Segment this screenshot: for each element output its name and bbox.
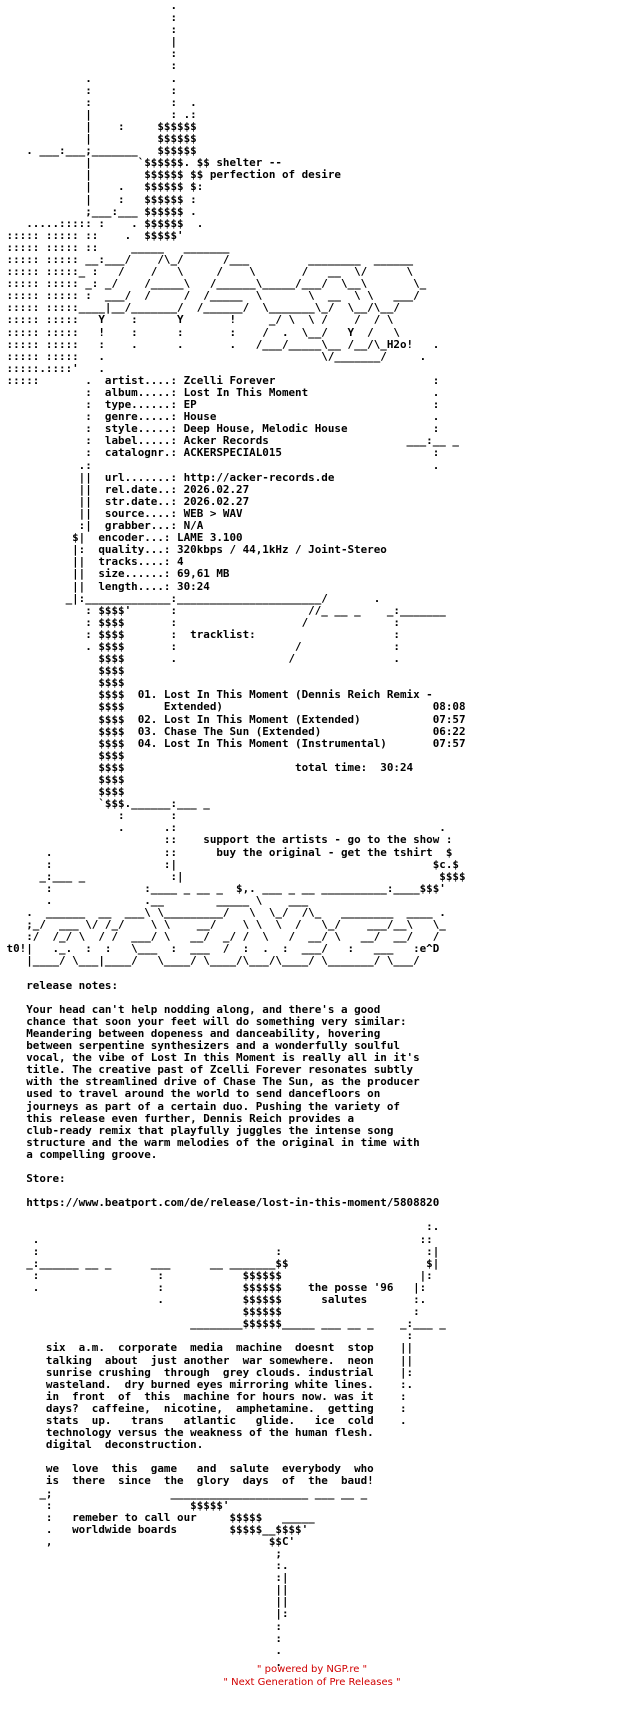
nfo-text-block: . : : | : : . . : : : : . | : .: | : $$$$$$ | $$$$$$ . ___:___;_______ $$$$$$ | `$$$$$$. $$ shelter -- | $$$$$$ $$ perfection of desire | . $$$$$$ $: | : $$$$$$ : ;___:___ $$$$$$ . .....::::: : . $$$$$$ . ::::: ::::: :: . $$$$$' ::::: ::::: :: _____ _______ ::::: ::::: __:___/ /\_/ /___ ________ ______ ::::: :::::_ : / / \ / \ / __ \/ \ ::::: ::::: _: _/ /_____\ /______\_____/___/ \__\ \_ ::::: ::::: : ___/ / / /_____ \ \ __ \ \ ___/ ::::: :::::____|__/_______/ /______/ \_______\_/ \__/\__/ ::::: ::::: Y : Y ! _/ \ \ / / / \ ::::: ::::: ! : : : / . \__/ Y / \ ::::: ::::: : . . . /___/_____\__ /__/\_H2o! . ::::: ::::: . \/_______/ . :::::.::::' . ::::: . artist....: Zcelli Forever : : album.....: Lost In This Moment . : type......: EP : : genre.....: House . : style.....: Deep House, Melodic House : : label.....: Acker Records ___:__ _ : catalognr.: ACKERSPECIAL015 : .: . || url.......: http://acker-records.de || rel.date..: 2026.02.27 || str.date..: 2026.02.27 || source....: WEB > WAV :| grabber...: N/A $| encoder...: LAME 3.100 |: quality...: 320kbps / 44,1kHz / Joint-Stereo || tracks....: 4 || size......: 69,61 MB || length....: 30:24 _|:_____________:______________________/ . : $$$$' : //_ __ _ _:_______ : $$$$ : / : : $$$$ : tracklist: : . $$$$ : / : $$$$ . / . $$$$ $$$$ $$$$ 01. Lost In This Moment (Dennis Reich Remix - $$$$ Extended) 08:08 $$$$ 02. Lost In This Moment (Extended) 07:57 $$$$ 03. Chase The Sun (Extended) 06:22 $$$$ 04. Lost In This Moment (Instrumental) 07:57 $$$$ $$$$ total time: 30:24 $$$$ $$$$ `$$$.______:___ _ : : . .: . :: support the artists - go to the show : . :: buy the original - get the tshirt $ : :| $c.$ _:___ _ :| $$$$ : :____ _ __ _ $,. ___ _ __ __________:____$$$' . .__ _____ \ ___ . ______ __ ___\ \_________/ \ \_/ /\_ ________ ____ . ;_/ ___ \/ /_/ \ \ __/ \ \ \ / \_/ ___/__\ \_ :/ /_/ \ / / ___/ \ __/ _/ / \ / __/ \ __/ __/ / t0!| ._. : : \___ : ___ / : . : ___/ : ___ :e^D |____/ \___|____/ \____/ \____/\___/\____/ \_______/ \___/ release notes: Your head can't help nodding along, and there's a good chance that soon your feet will do something very similar: Meandering between dopeness and danceability, hovering between serpentine synthesizers and a wonderfully soulful vocal, the vibe of Lost In this Moment is really all in it's title. The creative past of Zcelli Forever resonates subtly with the streamlined drive of Chase The Sun, as the producer used to travel around the world to send dancefloors on journeys as part of a certain duo. Pushing the variety of this release even further, Dennis Reich provides a club-ready remix that playfully juggles the intense song structure and the warm melodies of the original in time with a compelling groove. Store: https://www.beatport.com/de/release/lost-in-this-moment/5808820 :. . :: : : :| _:______ __ _ ___ __ _______$$ $| : : $$$$$$ |: . : $$$$$$ the posse '96 |: . $$$$$$ salutes :. $$$$$$ : ________$$$$$$_____ ___ __ _ _:___ _ : six a.m. corporate media machine doesnt stop || talking about just another war somewhere. neon || sunrise crushing through grey clouds. industrial |: wasteland. dry burned eyes mirroring white lines. :. in front of this machine for hours now. was it : days? caffeine, nicotine, amphetamine. getting : stats up. trans atlantic glide. ice cold . technology versus the weakness of the human flesh. digital deconstruction. we love this game and salute everybody who is there since the glory days of the baud! _; _____________________ ___ __ _ : $$$$$' : remeber to call our $$$$$ _____ . worldwide boards $$$$$__$$$$' , $$C' ; :. :| || || |: : : . . [6, 0, 466, 1669]
footer-powered-by: " powered by NGP.re " [256, 1664, 368, 1675]
footer [0, 1663, 624, 1689]
footer-tagline: " Next Generation of Pre Releases " [223, 1677, 401, 1688]
